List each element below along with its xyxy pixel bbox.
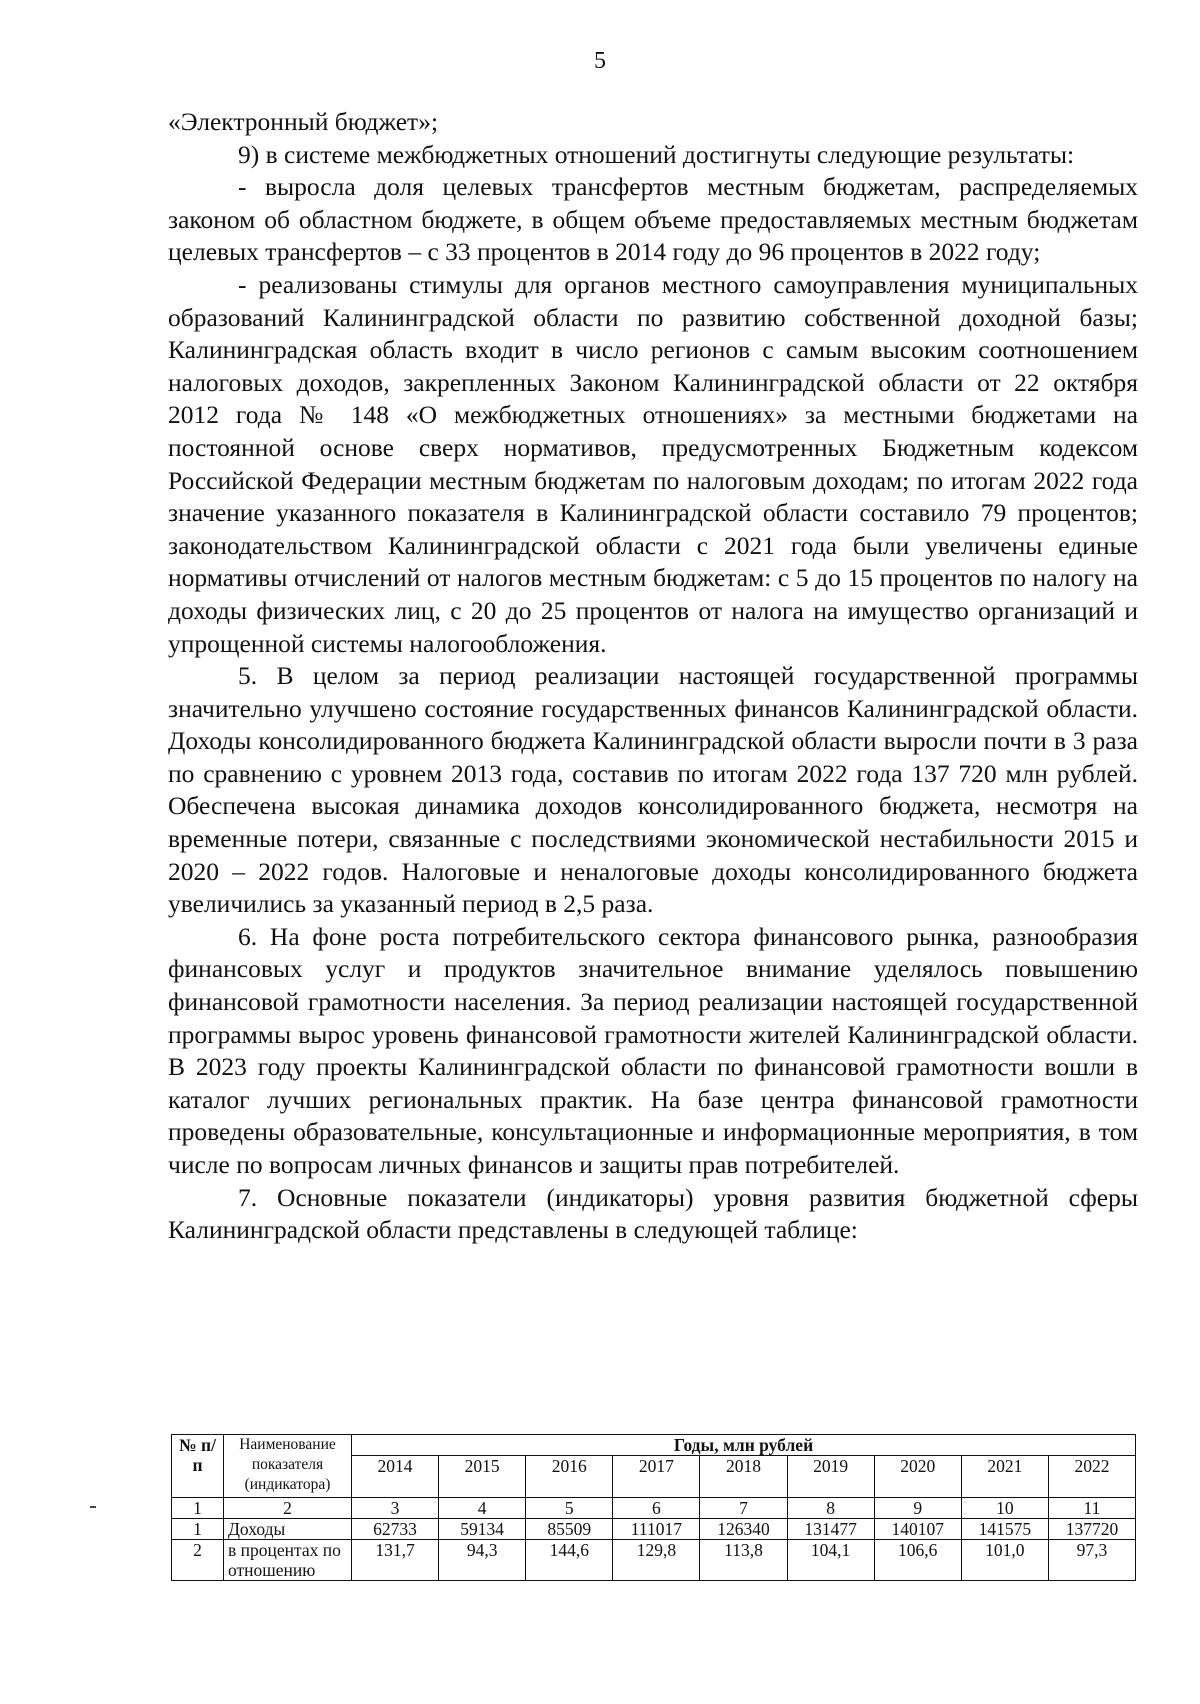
value-cell: 106,6 bbox=[874, 1540, 961, 1581]
year-cell: 2015 bbox=[439, 1456, 526, 1498]
column-number-cell: 9 bbox=[874, 1498, 961, 1519]
paragraph: - выросла доля целевых трансфертов местным бюджетам, распределяемых законом об областном бюджете, в общем объеме предоставляемых местным бюджетам целевых трансфертов – с 33 процентов в 2014 году до 96 процентов в 2022 году; bbox=[168, 172, 1138, 267]
value-cell: 137720 bbox=[1048, 1519, 1135, 1540]
value-cell: 140107 bbox=[874, 1519, 961, 1540]
table-row bbox=[172, 1519, 1136, 1540]
value-cell: 85509 bbox=[526, 1519, 613, 1540]
paragraph: «Электронный бюджет»; bbox=[168, 107, 439, 136]
row-number: 2 bbox=[172, 1540, 224, 1581]
column-number-cell: 1 bbox=[172, 1498, 224, 1519]
table-column-numbers-row bbox=[172, 1498, 1136, 1519]
header-number: № п/п bbox=[172, 1435, 224, 1498]
value-cell: 104,1 bbox=[787, 1540, 874, 1581]
value-cell: 113,8 bbox=[700, 1540, 787, 1581]
value-cell: 62733 bbox=[352, 1519, 439, 1540]
paragraph: 5. В целом за период реализации настоящей государственной программы значительно улучшено состояние государственных финансов Калининградской области. Доходы консолидированного бюджета Калининградской области выросли почти в 3 раза по сравнению с уровнем 2013 года, составив по итогам 2022 года 137 720 млн рублей. Обеспечена высокая динамика доходов консолидированного бюджета, несмотря на временные потери, связанные с последствиями экономической нестабильности 2015 и 2020 – 2022 годов. Налоговые и неналоговые доходы консолидированного бюджета увеличились за указанный период в 2,5 раза. bbox=[168, 661, 1138, 919]
value-cell: 141575 bbox=[961, 1519, 1048, 1540]
scan-mark bbox=[90, 1506, 96, 1508]
header-years: Годы, млн рублей bbox=[352, 1435, 1136, 1456]
value-cell: 94,3 bbox=[439, 1540, 526, 1581]
column-number-cell: 5 bbox=[526, 1498, 613, 1519]
value-cell: 144,6 bbox=[526, 1540, 613, 1581]
value-cell: 131477 bbox=[787, 1519, 874, 1540]
column-number-cell: 3 bbox=[352, 1498, 439, 1519]
value-cell: 59134 bbox=[439, 1519, 526, 1540]
value-cell: 126340 bbox=[700, 1519, 787, 1540]
paragraph: 6. На фоне роста потребительского сектора финансового рынка, разнообразия финансовых услуг и продуктов значительное внимание уделялось повышению финансовой грамотности населения. За период реализации настоящей государственной программы вырос уровень финансовой грамотности жителей Калининградской области. В 2023 году проекты Калининградской области по финансовой грамотности вошли в каталог лучших региональных практик. На базе центра финансовой грамотности проведены образовательные, консультационные и информационные мероприятия, в том числе по вопросам личных финансов и защиты прав потребителей. bbox=[168, 921, 1138, 1179]
year-cell: 2017 bbox=[613, 1456, 700, 1498]
column-number-cell: 2 bbox=[224, 1498, 352, 1519]
column-number-cell: 4 bbox=[439, 1498, 526, 1519]
row-name: Доходы bbox=[224, 1519, 352, 1540]
value-cell: 111017 bbox=[613, 1519, 700, 1540]
value-cell: 101,0 bbox=[961, 1540, 1048, 1581]
row-name: в процентах по отношению bbox=[224, 1540, 352, 1581]
header-indicator-name: Наименование показателя (индикатора) bbox=[224, 1435, 352, 1498]
year-cell: 2018 bbox=[700, 1456, 787, 1498]
year-cell: 2019 bbox=[787, 1456, 874, 1498]
page-number: 5 bbox=[594, 48, 606, 74]
year-cell: 2022 bbox=[1048, 1456, 1135, 1498]
year-cell: 2016 bbox=[526, 1456, 613, 1498]
year-cell: 2021 bbox=[961, 1456, 1048, 1498]
column-number-cell: 11 bbox=[1048, 1498, 1135, 1519]
value-cell: 129,8 bbox=[613, 1540, 700, 1581]
value-cell: 131,7 bbox=[352, 1540, 439, 1581]
value-cell: 97,3 bbox=[1048, 1540, 1135, 1581]
table-row bbox=[172, 1540, 1136, 1581]
paragraph: 9) в системе межбюджетных отношений достигнуты следующие результаты: bbox=[238, 139, 1075, 169]
paragraph: - реализованы стимулы для органов местного самоуправления муниципальных образований Калининградской области по развитию собственной доходной базы; Калининградская область входит в число регионов с самым высоким соотношением налоговых доходов, закрепленных Законом Калининградской области от 22 октября 2012 года № 148 «О межбюджетных отношениях» за местными бюджетами на постоянной основе сверх нормативов, предусмотренных Бюджетным кодексом Российской Федерации местным бюджетам по налоговым доходам; по итогам 2022 года значение указанного показателя в Калининградской области составило 79 процентов; законодательством Калининградской области с 2021 года были увеличены единые нормативы отчислений от налогов местным бюджетам: с 5 до 15 процентов по налогу на доходы физических лиц, с 20 до 25 процентов от налога на имущество организаций и упрощенной системы налогообложения. bbox=[168, 269, 1138, 658]
column-number-cell: 8 bbox=[787, 1498, 874, 1519]
indicators-table bbox=[171, 1434, 1136, 1581]
column-number-cell: 6 bbox=[613, 1498, 700, 1519]
year-cell: 2014 bbox=[352, 1456, 439, 1498]
column-number-cell: 10 bbox=[961, 1498, 1048, 1519]
paragraph: 7. Основные показатели (индикаторы) уровня развития бюджетной сферы Калининградской области представлены в следующей таблице: bbox=[168, 1182, 1138, 1245]
row-number: 1 bbox=[172, 1519, 224, 1540]
column-number-cell: 7 bbox=[700, 1498, 787, 1519]
document-body bbox=[168, 106, 1138, 1247]
year-cell: 2020 bbox=[874, 1456, 961, 1498]
table-header-row bbox=[172, 1435, 1136, 1456]
